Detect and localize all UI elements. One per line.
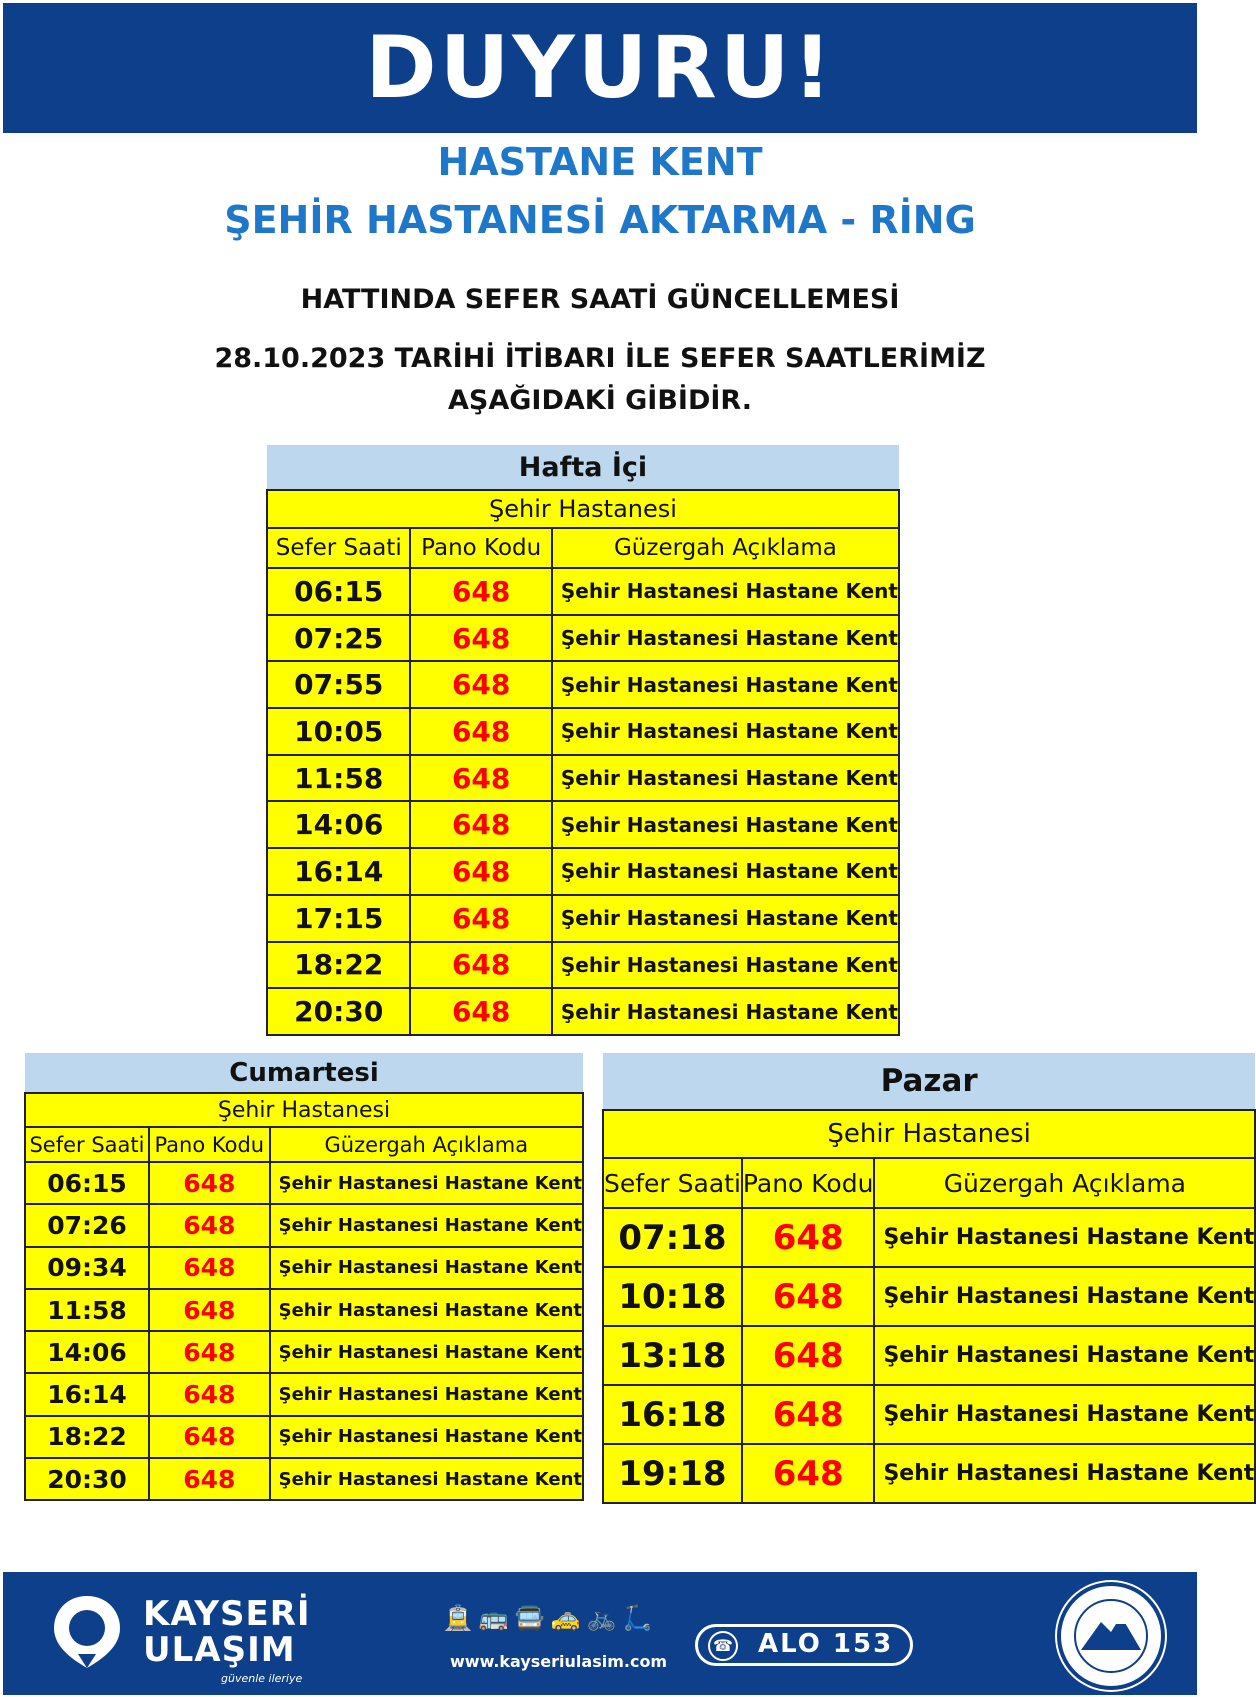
route-description: Şehir Hastanesi Hastane Kent [874,1267,1255,1326]
route-description: Şehir Hastanesi Hastane Kent [552,848,899,895]
departure-time: 11:58 [25,1289,149,1331]
departure-time: 06:15 [25,1162,149,1204]
route-description: Şehir Hastanesi Hastane Kent [552,942,899,989]
panel-code: 648 [410,801,551,848]
panel-code: 648 [742,1385,875,1444]
schedule-row [603,1444,1255,1503]
route-description: Şehir Hastanesi Hastane Kent [270,1416,583,1458]
departure-time: 09:34 [25,1247,149,1289]
panel-code: 648 [410,848,551,895]
schedule-row [267,755,899,802]
schedule-row [603,1385,1255,1444]
schedule-row [25,1247,583,1289]
route-description: Şehir Hastanesi Hastane Kent [874,1385,1255,1444]
schedule-row [25,1416,583,1458]
schedule-row [267,661,899,708]
weekday-table [266,445,900,1036]
bus-icon: 🚌 [478,1604,515,1632]
departure-time: 20:30 [267,988,410,1035]
sunday-rows [603,1208,1255,1503]
sunday-stop: Şehir Hastanesi [603,1110,1255,1158]
schedule-row [267,988,899,1035]
hotline-number: ALO 153 [758,1629,894,1659]
taxi-icon: 🚕 [550,1604,587,1632]
header-time: Sefer Saati [603,1158,742,1208]
panel-code: 648 [149,1416,270,1458]
departure-time: 07:55 [267,661,410,708]
website-link[interactable]: www.kayseriulasim.com [450,1652,668,1671]
schedule-row [267,942,899,989]
departure-time: 07:18 [603,1208,742,1267]
departure-time: 17:15 [267,895,410,942]
footer [3,1572,1197,1695]
departure-time: 10:05 [267,708,410,755]
panel-code: 648 [149,1289,270,1331]
line-title-2: ŞEHİR HASTANESİ AKTARMA - RİNG [224,198,976,242]
departure-time: 16:14 [25,1373,149,1415]
route-description: Şehir Hastanesi Hastane Kent [270,1204,583,1246]
panel-code: 648 [410,942,551,989]
weekday-title: Hafta İçi [267,445,899,490]
panel-code: 648 [742,1208,875,1267]
notice-line-2: AŞAĞIDAKİ GİBİDİR. [448,385,752,416]
saturday-stop: Şehir Hastanesi [25,1093,583,1127]
route-description: Şehir Hastanesi Hastane Kent [270,1247,583,1289]
hotline-badge[interactable] [695,1624,913,1666]
notice-line-1: 28.10.2023 TARİHİ İTİBARI İLE SEFER SAATLERİMİZ [214,343,986,374]
panel-code: 648 [410,661,551,708]
panel-code: 648 [410,708,551,755]
schedule-row [25,1331,583,1373]
scooter-icon: 🛴 [622,1604,659,1632]
panel-code: 648 [742,1326,875,1385]
saturday-title: Cumartesi [25,1053,583,1093]
header-time: Sefer Saati [25,1127,149,1162]
schedule-row [603,1267,1255,1326]
schedule-row [267,615,899,662]
header-desc: Güzergah Açıklama [270,1127,583,1162]
schedule-row [267,708,899,755]
header-code: Pano Kodu [149,1127,270,1162]
weekday-rows [267,568,899,1035]
header-desc: Güzergah Açıklama [552,528,899,568]
header-code: Pano Kodu [742,1158,875,1208]
brand-line-1: KAYSERİ [143,1594,311,1634]
phone-icon: ☎ [708,1631,738,1661]
panel-code: 648 [742,1444,875,1503]
departure-time: 10:18 [603,1267,742,1326]
sunday-table [602,1053,1256,1504]
schedule-row [25,1289,583,1331]
route-description: Şehir Hastanesi Hastane Kent [552,801,899,848]
municipality-seal-icon [1055,1580,1167,1692]
departure-time: 06:15 [267,568,410,615]
schedule-row [267,801,899,848]
panel-code: 648 [410,568,551,615]
departure-time: 19:18 [603,1444,742,1503]
bus-front-icon: 🚍 [514,1604,551,1632]
municipality-seal [1055,1580,1167,1692]
panel-code: 648 [149,1373,270,1415]
schedule-row [603,1326,1255,1385]
route-description: Şehir Hastanesi Hastane Kent [552,988,899,1035]
announcement-banner: DUYURU! [3,3,1197,133]
route-description: Şehir Hastanesi Hastane Kent [552,895,899,942]
panel-code: 648 [742,1267,875,1326]
panel-code: 648 [149,1204,270,1246]
route-description: Şehir Hastanesi Hastane Kent [552,615,899,662]
route-description: Şehir Hastanesi Hastane Kent [270,1162,583,1204]
schedule-row [603,1208,1255,1267]
transport-icons [443,1604,658,1632]
header-time: Sefer Saati [267,528,410,568]
schedule-row [267,568,899,615]
departure-time: 16:14 [267,848,410,895]
route-description: Şehir Hastanesi Hastane Kent [874,1444,1255,1503]
schedule-row [25,1373,583,1415]
panel-code: 648 [149,1247,270,1289]
saturday-table [24,1053,584,1501]
update-title: HATTINDA SEFER SAATİ GÜNCELLEMESİ [300,284,900,315]
route-description: Şehir Hastanesi Hastane Kent [270,1289,583,1331]
departure-time: 13:18 [603,1326,742,1385]
panel-code: 648 [149,1331,270,1373]
brand-line-2: ULAŞIM [143,1630,296,1670]
saturday-rows [25,1162,583,1500]
schedule-row [267,848,899,895]
schedule-row [25,1162,583,1204]
schedule-row [267,895,899,942]
panel-code: 648 [149,1458,270,1500]
panel-code: 648 [410,615,551,662]
route-description: Şehir Hastanesi Hastane Kent [874,1326,1255,1385]
route-description: Şehir Hastanesi Hastane Kent [552,568,899,615]
departure-time: 07:25 [267,615,410,662]
departure-time: 14:06 [25,1331,149,1373]
weekday-stop: Şehir Hastanesi [267,490,899,528]
schedule-row [25,1458,583,1500]
route-description: Şehir Hastanesi Hastane Kent [270,1458,583,1500]
departure-time: 20:30 [25,1458,149,1500]
departure-time: 14:06 [267,801,410,848]
sunday-title: Pazar [603,1053,1255,1110]
panel-code: 648 [410,755,551,802]
bicycle-icon: 🚲 [586,1604,623,1632]
route-description: Şehir Hastanesi Hastane Kent [552,755,899,802]
departure-time: 18:22 [267,942,410,989]
route-description: Şehir Hastanesi Hastane Kent [270,1373,583,1415]
route-description: Şehir Hastanesi Hastane Kent [552,708,899,755]
panel-code: 648 [149,1162,270,1204]
panel-code: 648 [410,895,551,942]
header-code: Pano Kodu [410,528,551,568]
departure-time: 07:26 [25,1204,149,1246]
brand-slogan: güvenle ileriye [221,1672,303,1685]
route-description: Şehir Hastanesi Hastane Kent [874,1208,1255,1267]
departure-time: 18:22 [25,1416,149,1458]
route-description: Şehir Hastanesi Hastane Kent [270,1331,583,1373]
tram-icon: 🚊 [443,1604,479,1632]
header-desc: Güzergah Açıklama [874,1158,1255,1208]
departure-time: 11:58 [267,755,410,802]
kayseri-ulasim-logo-icon [48,1592,126,1670]
route-description: Şehir Hastanesi Hastane Kent [552,661,899,708]
schedule-row [25,1204,583,1246]
panel-code: 648 [410,988,551,1035]
departure-time: 16:18 [603,1385,742,1444]
line-title-1: HASTANE KENT [437,140,763,184]
